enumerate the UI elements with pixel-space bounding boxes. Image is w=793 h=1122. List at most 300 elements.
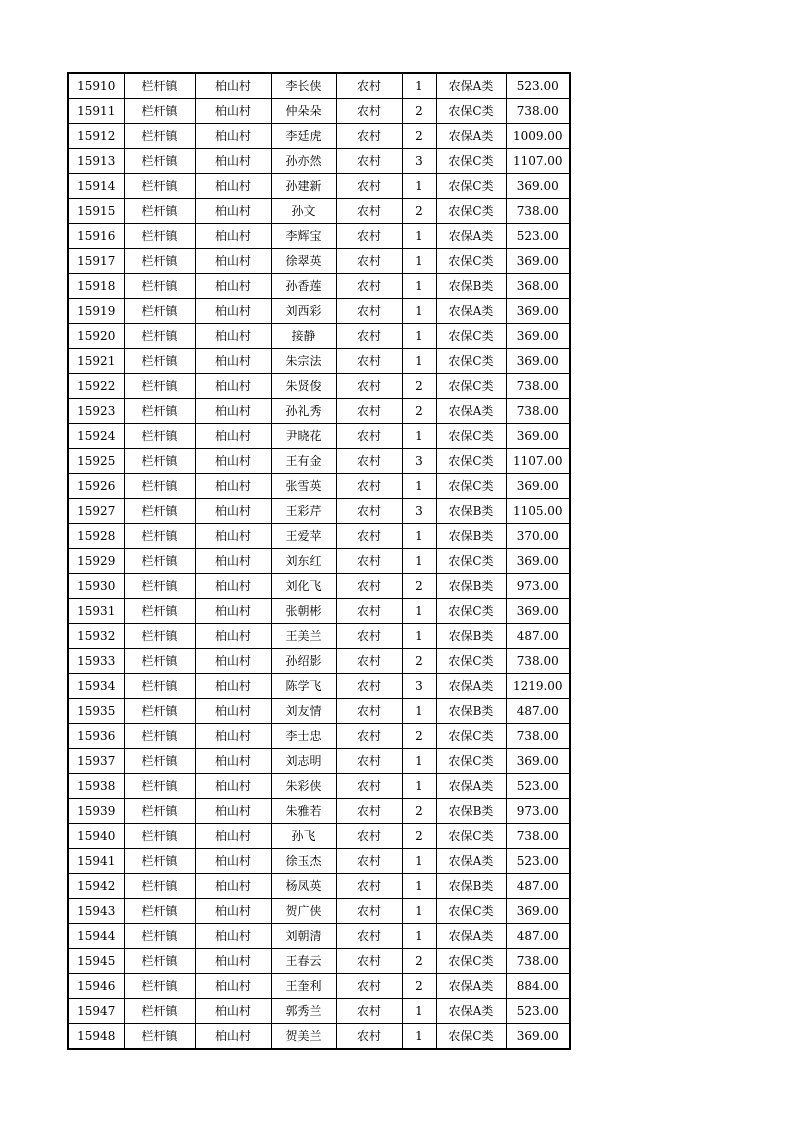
village-cell: 柏山村 [195, 474, 271, 499]
person-count-cell: 1 [402, 774, 436, 799]
record-id-cell: 15934 [68, 674, 124, 699]
person-count-cell: 3 [402, 499, 436, 524]
record-id-cell: 15925 [68, 449, 124, 474]
table-row [68, 524, 570, 549]
table-row [68, 474, 570, 499]
household-type-cell: 农村 [336, 99, 402, 124]
amount-cell: 738.00 [506, 399, 570, 424]
name-cell: 朱宗法 [271, 349, 336, 374]
record-id-cell: 15946 [68, 974, 124, 999]
record-id-cell: 15932 [68, 624, 124, 649]
amount-cell: 1107.00 [506, 149, 570, 174]
record-id-cell: 15917 [68, 249, 124, 274]
insurance-category-cell: 农保C类 [436, 724, 506, 749]
table-row [68, 424, 570, 449]
person-count-cell: 2 [402, 574, 436, 599]
village-cell: 柏山村 [195, 799, 271, 824]
household-type-cell: 农村 [336, 249, 402, 274]
town-cell: 栏杆镇 [124, 999, 195, 1024]
person-count-cell: 2 [402, 824, 436, 849]
household-type-cell: 农村 [336, 199, 402, 224]
household-type-cell: 农村 [336, 349, 402, 374]
household-type-cell: 农村 [336, 149, 402, 174]
town-cell: 栏杆镇 [124, 73, 195, 99]
person-count-cell: 1 [402, 1024, 436, 1050]
record-id-cell: 15942 [68, 874, 124, 899]
village-cell: 柏山村 [195, 574, 271, 599]
person-count-cell: 2 [402, 374, 436, 399]
town-cell: 栏杆镇 [124, 524, 195, 549]
record-id-cell: 15930 [68, 574, 124, 599]
table-row [68, 749, 570, 774]
record-id-cell: 15928 [68, 524, 124, 549]
record-id-cell: 15913 [68, 149, 124, 174]
village-cell: 柏山村 [195, 749, 271, 774]
name-cell: 刘志明 [271, 749, 336, 774]
household-type-cell: 农村 [336, 499, 402, 524]
insurance-category-cell: 农保A类 [436, 299, 506, 324]
town-cell: 栏杆镇 [124, 449, 195, 474]
person-count-cell: 3 [402, 149, 436, 174]
amount-cell: 1107.00 [506, 449, 570, 474]
town-cell: 栏杆镇 [124, 1024, 195, 1050]
household-type-cell: 农村 [336, 949, 402, 974]
town-cell: 栏杆镇 [124, 599, 195, 624]
person-count-cell: 1 [402, 874, 436, 899]
town-cell: 栏杆镇 [124, 349, 195, 374]
name-cell: 尹晓花 [271, 424, 336, 449]
town-cell: 栏杆镇 [124, 274, 195, 299]
household-type-cell: 农村 [336, 574, 402, 599]
name-cell: 刘化飞 [271, 574, 336, 599]
name-cell: 陈学飞 [271, 674, 336, 699]
town-cell: 栏杆镇 [124, 874, 195, 899]
town-cell: 栏杆镇 [124, 924, 195, 949]
table-row [68, 774, 570, 799]
household-type-cell: 农村 [336, 474, 402, 499]
insurance-category-cell: 农保C类 [436, 1024, 506, 1050]
person-count-cell: 1 [402, 424, 436, 449]
amount-cell: 523.00 [506, 224, 570, 249]
person-count-cell: 1 [402, 699, 436, 724]
household-type-cell: 农村 [336, 649, 402, 674]
name-cell: 朱彩侠 [271, 774, 336, 799]
village-cell: 柏山村 [195, 724, 271, 749]
village-cell: 柏山村 [195, 999, 271, 1024]
table-row [68, 299, 570, 324]
table-row [68, 824, 570, 849]
insurance-category-cell: 农保C类 [436, 949, 506, 974]
village-cell: 柏山村 [195, 924, 271, 949]
table-row [68, 649, 570, 674]
insurance-category-cell: 农保B类 [436, 274, 506, 299]
name-cell: 郭秀兰 [271, 999, 336, 1024]
household-type-cell: 农村 [336, 849, 402, 874]
table-row [68, 699, 570, 724]
town-cell: 栏杆镇 [124, 549, 195, 574]
name-cell: 朱雅若 [271, 799, 336, 824]
name-cell: 徐玉杰 [271, 849, 336, 874]
village-cell: 柏山村 [195, 299, 271, 324]
insurance-category-cell: 农保C类 [436, 149, 506, 174]
amount-cell: 369.00 [506, 549, 570, 574]
amount-cell: 369.00 [506, 349, 570, 374]
town-cell: 栏杆镇 [124, 249, 195, 274]
record-id-cell: 15922 [68, 374, 124, 399]
insurance-category-cell: 农保B类 [436, 499, 506, 524]
village-cell: 柏山村 [195, 674, 271, 699]
name-cell: 刘朝清 [271, 924, 336, 949]
name-cell: 李廷虎 [271, 124, 336, 149]
village-cell: 柏山村 [195, 149, 271, 174]
record-id-cell: 15939 [68, 799, 124, 824]
insurance-category-cell: 农保C类 [436, 449, 506, 474]
record-id-cell: 15948 [68, 1024, 124, 1050]
household-type-cell: 农村 [336, 449, 402, 474]
household-type-cell: 农村 [336, 699, 402, 724]
insurance-category-cell: 农保C类 [436, 899, 506, 924]
household-type-cell: 农村 [336, 524, 402, 549]
record-id-cell: 15914 [68, 174, 124, 199]
person-count-cell: 3 [402, 449, 436, 474]
table-row [68, 149, 570, 174]
village-cell: 柏山村 [195, 949, 271, 974]
record-id-cell: 15920 [68, 324, 124, 349]
town-cell: 栏杆镇 [124, 174, 195, 199]
name-cell: 刘友情 [271, 699, 336, 724]
name-cell: 王有金 [271, 449, 336, 474]
table-row [68, 599, 570, 624]
village-cell: 柏山村 [195, 274, 271, 299]
village-cell: 柏山村 [195, 499, 271, 524]
insurance-category-cell: 农保C类 [436, 599, 506, 624]
village-cell: 柏山村 [195, 399, 271, 424]
village-cell: 柏山村 [195, 349, 271, 374]
household-type-cell: 农村 [336, 424, 402, 449]
name-cell: 贺广侠 [271, 899, 336, 924]
amount-cell: 369.00 [506, 599, 570, 624]
record-id-cell: 15919 [68, 299, 124, 324]
town-cell: 栏杆镇 [124, 124, 195, 149]
insurance-category-cell: 农保A类 [436, 73, 506, 99]
name-cell: 贺美兰 [271, 1024, 336, 1050]
table-row [68, 724, 570, 749]
village-cell: 柏山村 [195, 524, 271, 549]
amount-cell: 884.00 [506, 974, 570, 999]
record-id-cell: 15926 [68, 474, 124, 499]
record-id-cell: 15933 [68, 649, 124, 674]
insurance-category-cell: 农保C类 [436, 174, 506, 199]
household-type-cell: 农村 [336, 73, 402, 99]
name-cell: 王奎利 [271, 974, 336, 999]
person-count-cell: 1 [402, 474, 436, 499]
table-row [68, 624, 570, 649]
table-row [68, 224, 570, 249]
village-cell: 柏山村 [195, 649, 271, 674]
table-row [68, 849, 570, 874]
household-type-cell: 农村 [336, 674, 402, 699]
household-type-cell: 农村 [336, 274, 402, 299]
name-cell: 孙飞 [271, 824, 336, 849]
household-type-cell: 农村 [336, 974, 402, 999]
amount-cell: 1105.00 [506, 499, 570, 524]
person-count-cell: 1 [402, 174, 436, 199]
insurance-category-cell: 农保B类 [436, 524, 506, 549]
town-cell: 栏杆镇 [124, 474, 195, 499]
household-type-cell: 农村 [336, 549, 402, 574]
amount-cell: 523.00 [506, 774, 570, 799]
person-count-cell: 2 [402, 799, 436, 824]
name-cell: 接静 [271, 324, 336, 349]
name-cell: 王春云 [271, 949, 336, 974]
amount-cell: 1009.00 [506, 124, 570, 149]
person-count-cell: 1 [402, 899, 436, 924]
table-row [68, 449, 570, 474]
household-type-cell: 农村 [336, 599, 402, 624]
village-cell: 柏山村 [195, 374, 271, 399]
amount-cell: 738.00 [506, 649, 570, 674]
insurance-category-cell: 农保C类 [436, 824, 506, 849]
village-cell: 柏山村 [195, 73, 271, 99]
table-row [68, 999, 570, 1024]
amount-cell: 1219.00 [506, 674, 570, 699]
name-cell: 李士忠 [271, 724, 336, 749]
name-cell: 孙亦然 [271, 149, 336, 174]
person-count-cell: 2 [402, 199, 436, 224]
person-count-cell: 3 [402, 674, 436, 699]
table-row [68, 124, 570, 149]
amount-cell: 487.00 [506, 699, 570, 724]
village-cell: 柏山村 [195, 974, 271, 999]
amount-cell: 973.00 [506, 574, 570, 599]
amount-cell: 738.00 [506, 199, 570, 224]
village-cell: 柏山村 [195, 449, 271, 474]
person-count-cell: 2 [402, 124, 436, 149]
person-count-cell: 1 [402, 274, 436, 299]
village-cell: 柏山村 [195, 899, 271, 924]
amount-cell: 370.00 [506, 524, 570, 549]
person-count-cell: 1 [402, 624, 436, 649]
village-cell: 柏山村 [195, 424, 271, 449]
table-row [68, 799, 570, 824]
amount-cell: 369.00 [506, 899, 570, 924]
record-id-cell: 15944 [68, 924, 124, 949]
table-row [68, 549, 570, 574]
household-type-cell: 农村 [336, 874, 402, 899]
record-id-cell: 15935 [68, 699, 124, 724]
household-type-cell: 农村 [336, 824, 402, 849]
record-id-cell: 15940 [68, 824, 124, 849]
table-row [68, 199, 570, 224]
table-row [68, 499, 570, 524]
insurance-category-cell: 农保A类 [436, 224, 506, 249]
name-cell: 刘西彩 [271, 299, 336, 324]
person-count-cell: 1 [402, 749, 436, 774]
village-cell: 柏山村 [195, 324, 271, 349]
record-id-cell: 15941 [68, 849, 124, 874]
name-cell: 李长侠 [271, 73, 336, 99]
town-cell: 栏杆镇 [124, 399, 195, 424]
amount-cell: 487.00 [506, 874, 570, 899]
amount-cell: 369.00 [506, 474, 570, 499]
amount-cell: 738.00 [506, 99, 570, 124]
insurance-category-cell: 农保B类 [436, 574, 506, 599]
town-cell: 栏杆镇 [124, 774, 195, 799]
village-cell: 柏山村 [195, 624, 271, 649]
record-id-cell: 15936 [68, 724, 124, 749]
table-row [68, 374, 570, 399]
household-type-cell: 农村 [336, 299, 402, 324]
village-cell: 柏山村 [195, 599, 271, 624]
amount-cell: 369.00 [506, 299, 570, 324]
person-count-cell: 2 [402, 99, 436, 124]
insurance-category-cell: 农保C类 [436, 349, 506, 374]
person-count-cell: 2 [402, 949, 436, 974]
person-count-cell: 1 [402, 299, 436, 324]
insurance-category-cell: 农保A类 [436, 849, 506, 874]
insurance-category-cell: 农保C类 [436, 99, 506, 124]
town-cell: 栏杆镇 [124, 299, 195, 324]
village-cell: 柏山村 [195, 124, 271, 149]
amount-cell: 369.00 [506, 424, 570, 449]
record-id-cell: 15937 [68, 749, 124, 774]
name-cell: 孙建新 [271, 174, 336, 199]
insurance-category-cell: 农保C类 [436, 474, 506, 499]
village-cell: 柏山村 [195, 874, 271, 899]
person-count-cell: 1 [402, 524, 436, 549]
household-type-cell: 农村 [336, 399, 402, 424]
insurance-category-cell: 农保A类 [436, 924, 506, 949]
town-cell: 栏杆镇 [124, 499, 195, 524]
amount-cell: 487.00 [506, 624, 570, 649]
table-row [68, 99, 570, 124]
amount-cell: 738.00 [506, 949, 570, 974]
table-row [68, 874, 570, 899]
village-cell: 柏山村 [195, 199, 271, 224]
town-cell: 栏杆镇 [124, 799, 195, 824]
town-cell: 栏杆镇 [124, 949, 195, 974]
insurance-category-cell: 农保A类 [436, 774, 506, 799]
village-cell: 柏山村 [195, 774, 271, 799]
record-id-cell: 15921 [68, 349, 124, 374]
record-id-cell: 15927 [68, 499, 124, 524]
person-count-cell: 2 [402, 974, 436, 999]
household-type-cell: 农村 [336, 724, 402, 749]
table-row [68, 73, 570, 99]
town-cell: 栏杆镇 [124, 324, 195, 349]
table-row [68, 324, 570, 349]
amount-cell: 369.00 [506, 249, 570, 274]
town-cell: 栏杆镇 [124, 749, 195, 774]
household-type-cell: 农村 [336, 899, 402, 924]
name-cell: 孙绍影 [271, 649, 336, 674]
name-cell: 孙礼秀 [271, 399, 336, 424]
person-count-cell: 1 [402, 549, 436, 574]
name-cell: 王美兰 [271, 624, 336, 649]
person-count-cell: 1 [402, 599, 436, 624]
household-type-cell: 农村 [336, 799, 402, 824]
insurance-category-cell: 农保A类 [436, 999, 506, 1024]
name-cell: 孙香莲 [271, 274, 336, 299]
table-row [68, 399, 570, 424]
insurance-category-cell: 农保A类 [436, 674, 506, 699]
record-id-cell: 15929 [68, 549, 124, 574]
person-count-cell: 2 [402, 724, 436, 749]
table-row [68, 899, 570, 924]
insurance-category-cell: 农保B类 [436, 699, 506, 724]
name-cell: 王爱苹 [271, 524, 336, 549]
village-cell: 柏山村 [195, 249, 271, 274]
record-id-cell: 15945 [68, 949, 124, 974]
household-type-cell: 农村 [336, 624, 402, 649]
roster-body [68, 73, 570, 1049]
town-cell: 栏杆镇 [124, 374, 195, 399]
household-type-cell: 农村 [336, 924, 402, 949]
insurance-category-cell: 农保B类 [436, 799, 506, 824]
amount-cell: 369.00 [506, 1024, 570, 1050]
person-count-cell: 2 [402, 399, 436, 424]
table-row [68, 249, 570, 274]
household-type-cell: 农村 [336, 374, 402, 399]
town-cell: 栏杆镇 [124, 199, 195, 224]
person-count-cell: 1 [402, 73, 436, 99]
record-id-cell: 15911 [68, 99, 124, 124]
name-cell: 李辉宝 [271, 224, 336, 249]
record-id-cell: 15924 [68, 424, 124, 449]
town-cell: 栏杆镇 [124, 824, 195, 849]
person-count-cell: 1 [402, 349, 436, 374]
person-count-cell: 1 [402, 849, 436, 874]
town-cell: 栏杆镇 [124, 899, 195, 924]
name-cell: 孙文 [271, 199, 336, 224]
person-count-cell: 2 [402, 649, 436, 674]
household-type-cell: 农村 [336, 324, 402, 349]
village-cell: 柏山村 [195, 1024, 271, 1050]
insurance-category-cell: 农保C类 [436, 424, 506, 449]
record-id-cell: 15915 [68, 199, 124, 224]
name-cell: 仲朵朵 [271, 99, 336, 124]
table-row [68, 574, 570, 599]
village-cell: 柏山村 [195, 699, 271, 724]
amount-cell: 368.00 [506, 274, 570, 299]
table-row [68, 949, 570, 974]
roster-table [67, 72, 571, 1050]
town-cell: 栏杆镇 [124, 674, 195, 699]
table-row [68, 974, 570, 999]
insurance-category-cell: 农保A类 [436, 399, 506, 424]
town-cell: 栏杆镇 [124, 849, 195, 874]
town-cell: 栏杆镇 [124, 99, 195, 124]
record-id-cell: 15910 [68, 73, 124, 99]
village-cell: 柏山村 [195, 549, 271, 574]
household-type-cell: 农村 [336, 749, 402, 774]
record-id-cell: 15938 [68, 774, 124, 799]
amount-cell: 369.00 [506, 749, 570, 774]
amount-cell: 369.00 [506, 174, 570, 199]
insurance-category-cell: 农保C类 [436, 549, 506, 574]
record-id-cell: 15947 [68, 999, 124, 1024]
town-cell: 栏杆镇 [124, 424, 195, 449]
amount-cell: 523.00 [506, 999, 570, 1024]
village-cell: 柏山村 [195, 99, 271, 124]
table-row [68, 1024, 570, 1050]
amount-cell: 738.00 [506, 724, 570, 749]
person-count-cell: 1 [402, 999, 436, 1024]
amount-cell: 369.00 [506, 324, 570, 349]
table-row [68, 274, 570, 299]
name-cell: 王彩芹 [271, 499, 336, 524]
town-cell: 栏杆镇 [124, 149, 195, 174]
